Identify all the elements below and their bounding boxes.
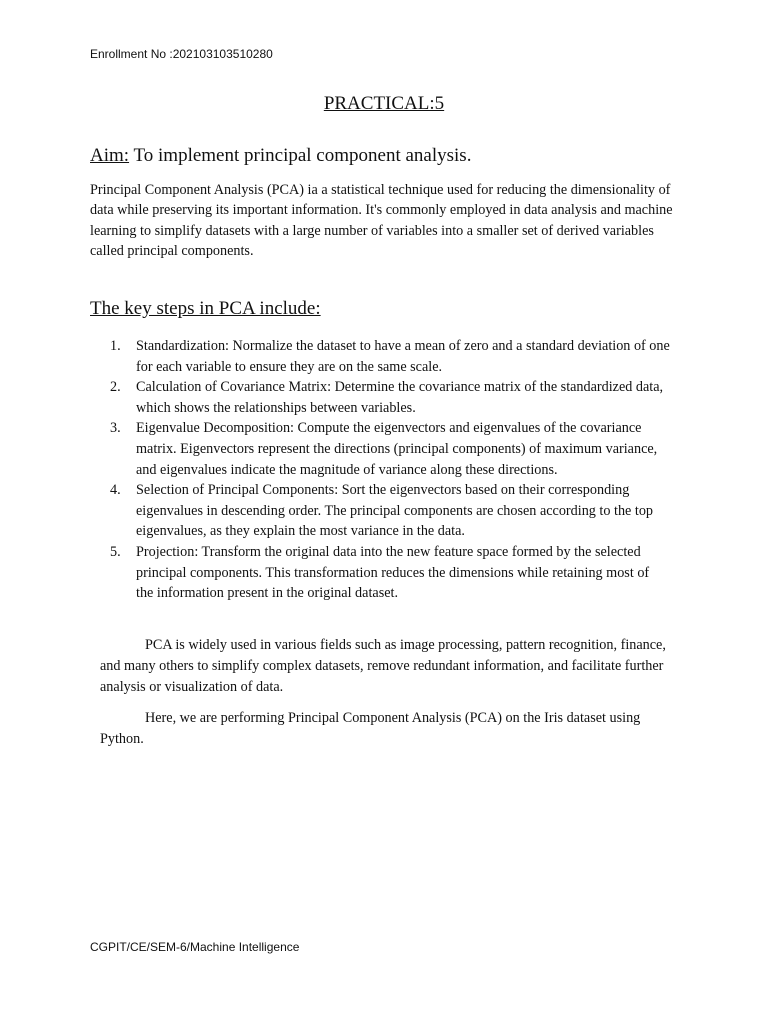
list-item-text: Eigenvalue Decomposition: Compute the eigenvectors and eigenvalues of the covariance matrix. Eigenvectors represent the directions (principal components) of maximum variance, and eigenvalues indicate the magnitude of variance along these directions. [136, 420, 658, 478]
list-item [110, 542, 670, 604]
list-item-text: Projection: Transform the original data into the new feature space formed by the selected principal components. This transformation reduces the dimensions while retaining most of the information present in the original dataset. [136, 543, 650, 602]
pca-uses-paragraph: PCA is widely used in various fields such as image processing, pattern recognition, finance, and many others to simplify complex datasets, remove redundant information, and facilitate further analysis or visualization of data. [100, 637, 666, 695]
steps-list [110, 336, 670, 604]
page-title: PRACTICAL:5 [323, 93, 445, 114]
aim-label: Aim: [90, 145, 130, 166]
list-item-number: 2. [110, 379, 121, 396]
list-item [110, 377, 670, 418]
list-item-text: Calculation of Covariance Matrix: Determine the covariance matrix of the standardized data, which shows the relationships between variables. [136, 379, 664, 416]
aim-heading [90, 145, 471, 167]
enrollment-number: Enrollment No :202103103510280 [90, 47, 273, 61]
list-item [110, 418, 670, 480]
list-item-number: 5. [110, 543, 121, 560]
list-item-text: Selection of Principal Components: Sort the eigenvectors based on their corresponding eigenvalues in descending order. The principal components are chosen according to the top eigenvalues, as they explain the most variance in the data. [136, 482, 654, 540]
aim-text: To implement principal component analysis. [133, 145, 472, 166]
list-item-number: 1. [110, 338, 121, 354]
list-item-text: Standardization: Normalize the dataset to have a mean of zero and a standard deviation of one for each variable to ensure they are on the same scale. [136, 338, 670, 375]
list-item-number: 3. [110, 420, 121, 437]
list-item [110, 336, 670, 377]
list-item [110, 480, 670, 542]
course-footer: CGPIT/CE/SEM-6/Machine Intelligence [90, 940, 300, 954]
steps-heading: The key steps in PCA include: [90, 298, 321, 319]
intro-paragraph: Principal Component Analysis (PCA) ia a statistical technique used for reducing the dimensionality of data while preserving its important information. It's commonly employed in data analysis and machine learning to simplify datasets with a large number of variables into a smaller set of derived variables called principal components. [90, 182, 673, 259]
list-item-number: 4. [110, 482, 121, 499]
iris-paragraph: Here, we are performing Principal Component Analysis (PCA) on the Iris dataset using Python. [100, 710, 641, 747]
